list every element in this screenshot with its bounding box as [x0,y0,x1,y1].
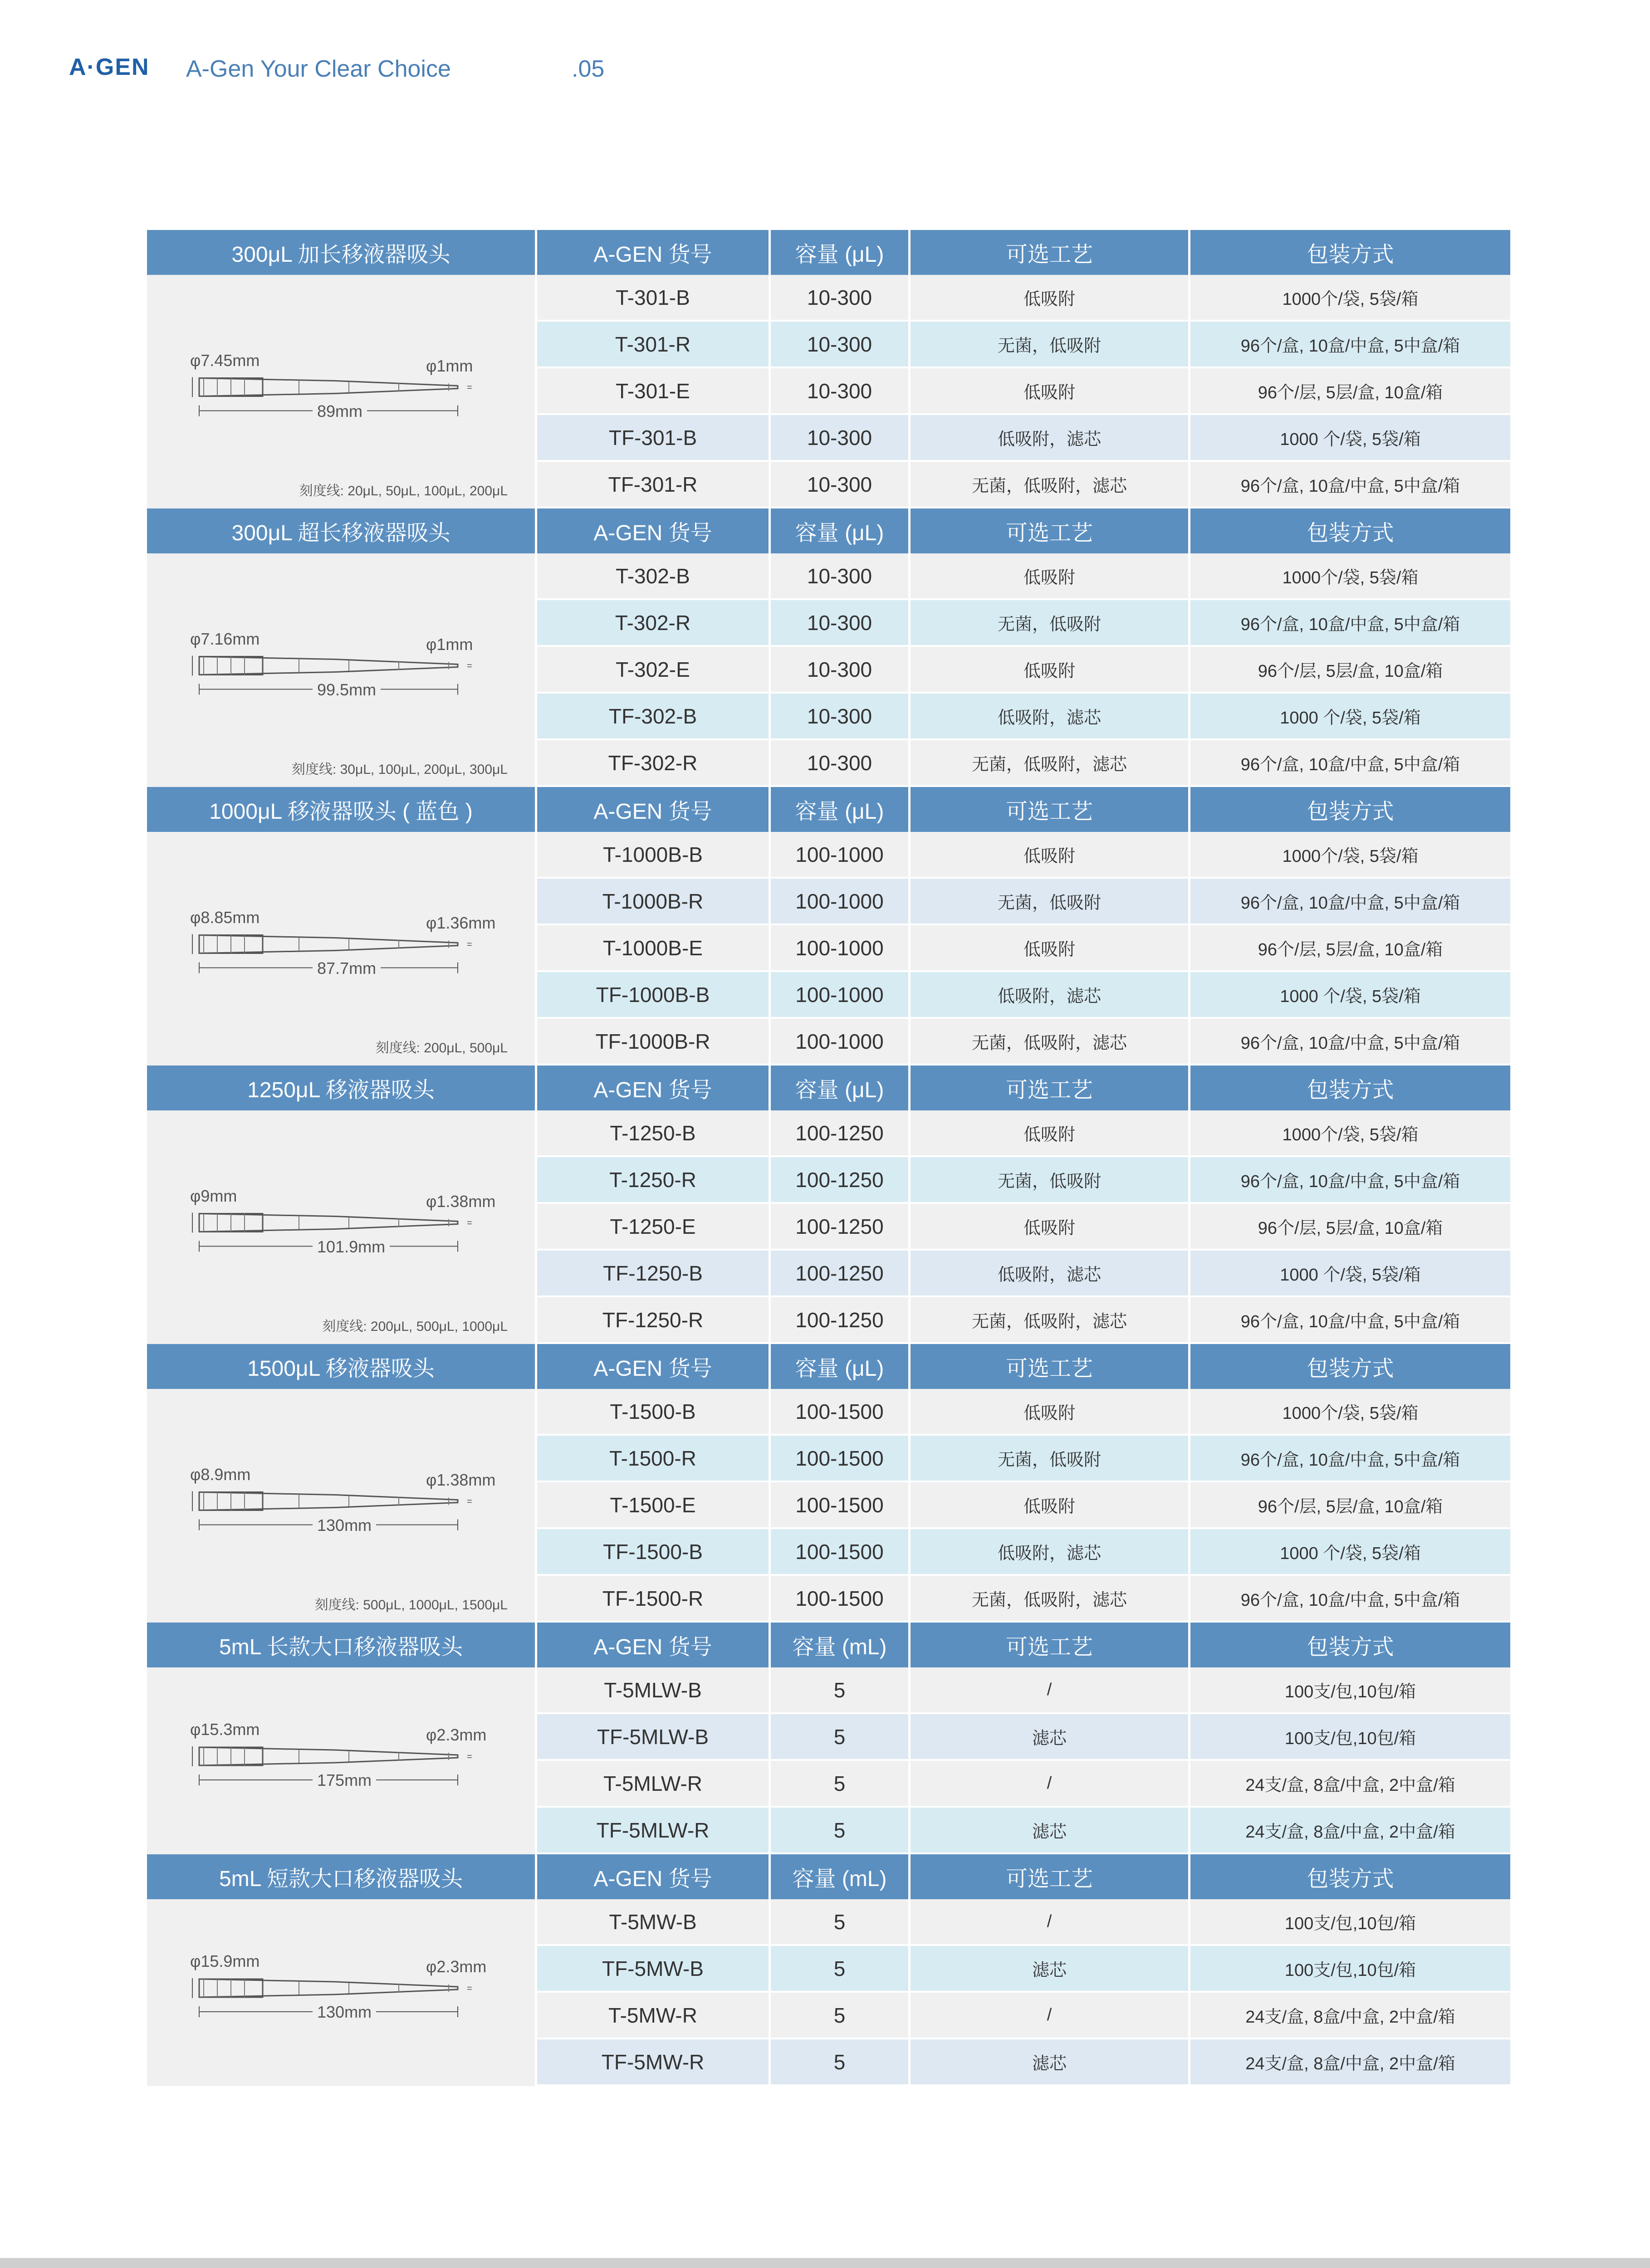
product-section [147,1066,1510,1344]
top-diameter-label: φ8.85mm [190,908,260,927]
product-code: T-1250-E [537,1204,771,1249]
pipette-tip-drawing [147,1110,535,1344]
top-diameter-label: φ9mm [190,1186,237,1205]
capacity: 10-300 [771,740,911,785]
top-diameter-label: φ15.9mm [190,1952,260,1970]
col-header-code: A-GEN 货号 [537,1344,771,1389]
col-header-process: 可选工艺 [911,1623,1190,1667]
scale-label: 刻度线: 500μL, 1000μL, 1500μL [314,1598,508,1613]
capacity: 10-300 [771,322,911,367]
product-code: T-302-B [537,553,771,598]
capacity: 100-1250 [771,1157,911,1202]
table-row [537,740,1510,787]
capacity: 100-1500 [771,1482,911,1527]
table-row [537,1251,1510,1297]
product-code: TF-302-B [537,694,771,738]
section-title: 1000μL 移液器吸头 ( 蓝色 ) [147,787,537,832]
capacity: 10-300 [771,600,911,645]
section-header [147,1623,1510,1667]
tip-outline [199,1747,458,1765]
pipette-tip-drawing [147,275,535,508]
col-header-capacity: 容量 (μL) [771,508,911,553]
table-row [537,1529,1510,1576]
process: / [911,1667,1190,1712]
process: 低吸附 [911,1389,1190,1434]
process: 低吸附，滤芯 [911,415,1190,460]
top-diameter-label: φ7.16mm [190,629,260,648]
product-code: T-5MLW-R [537,1761,771,1806]
top-diameter-label: φ15.3mm [190,1720,260,1739]
tip-end-mark: = [467,939,472,950]
packaging: 24支/盒, 8盒/中盒, 2中盒/箱 [1245,2008,1455,2027]
pipette-tip-drawing [147,1667,535,1854]
packaging: 1000 个/袋, 5袋/箱 [1280,987,1421,1006]
capacity: 100-1250 [771,1251,911,1295]
product-section [147,230,1510,508]
table-row [537,879,1510,925]
length-label: 87.7mm [313,959,381,978]
capacity: 100-1000 [771,925,911,970]
length-label: 101.9mm [313,1237,390,1256]
section-header [147,230,1510,275]
process: 滤芯 [911,2039,1190,2084]
table-row [537,832,1510,879]
col-header-capacity: 容量 (μL) [771,230,911,275]
packaging: 24支/盒, 8盒/中盒, 2中盒/箱 [1245,1823,1455,1842]
capacity: 10-300 [771,368,911,413]
process: 无菌，低吸附 [911,1436,1190,1481]
process: 无菌，低吸附，滤芯 [911,1019,1190,1064]
col-header-code: A-GEN 货号 [537,508,771,553]
capacity: 100-1000 [771,1019,911,1064]
col-header-process: 可选工艺 [911,1066,1190,1110]
packaging: 96个/盒, 10盒/中盒, 5中盒/箱 [1240,1312,1460,1331]
packaging: 100支/包,10包/箱 [1284,1729,1416,1748]
tip-outline [199,1979,458,1997]
process: 无菌，低吸附，滤芯 [911,462,1190,507]
table-row [537,2039,1510,2086]
packaging: 96个/盒, 10盒/中盒, 5中盒/箱 [1240,755,1460,774]
tip-outline [199,1492,458,1510]
table-row [537,1157,1510,1204]
table-row [537,1110,1510,1157]
process: 无菌，低吸附 [911,322,1190,367]
capacity: 5 [771,2039,911,2084]
col-header-process: 可选工艺 [911,508,1190,553]
section-header [147,1854,1510,1899]
pipette-tip-drawing [147,1899,535,2086]
top-diameter-label: φ7.45mm [190,351,260,370]
process: 低吸附，滤芯 [911,972,1190,1017]
packaging: 100支/包,10包/箱 [1284,1682,1416,1701]
product-code: TF-1500-B [537,1529,771,1574]
scale-label: 刻度线: 200μL, 500μL [375,1041,508,1056]
table-row [537,415,1510,462]
packaging: 96个/盒, 10盒/中盒, 5中盒/箱 [1240,1591,1460,1610]
packaging: 1000个/袋, 5袋/箱 [1282,1404,1419,1423]
capacity: 100-1250 [771,1204,911,1249]
process: 滤芯 [911,1946,1190,1991]
table-row [537,1576,1510,1623]
packaging: 96个/盒, 10盒/中盒, 5中盒/箱 [1240,337,1460,356]
table-row [537,462,1510,508]
tip-diameter-label: φ1.38mm [426,1192,496,1211]
col-header-code: A-GEN 货号 [537,787,771,832]
col-header-code: A-GEN 货号 [537,230,771,275]
col-header-packaging: 包装方式 [1307,1078,1394,1102]
table-row [537,275,1510,322]
tip-end-mark: = [467,382,472,393]
table-row [537,1389,1510,1436]
product-code: T-5MW-R [537,1993,771,2038]
tip-diagram [147,1389,537,1623]
product-table [147,230,1510,2086]
capacity: 10-300 [771,647,911,692]
packaging: 96个/盒, 10盒/中盒, 5中盒/箱 [1240,1172,1460,1191]
packaging: 96个/盒, 10盒/中盒, 5中盒/箱 [1240,1034,1460,1053]
col-header-packaging: 包装方式 [1307,521,1394,545]
process: 低吸附 [911,1204,1190,1249]
col-header-capacity: 容量 (mL) [771,1854,911,1899]
packaging: 100支/包,10包/箱 [1284,1961,1416,1980]
packaging: 1000 个/袋, 5袋/箱 [1280,1544,1421,1563]
packaging: 1000 个/袋, 5袋/箱 [1280,430,1421,449]
section-header [147,1344,1510,1389]
packaging: 24支/盒, 8盒/中盒, 2中盒/箱 [1245,2054,1455,2073]
process: / [911,1899,1190,1944]
top-diameter-label: φ8.9mm [190,1465,251,1484]
product-code: T-302-E [537,647,771,692]
table-row [537,1436,1510,1482]
section-title: 300μL 加长移液器吸头 [147,230,537,275]
process: 无菌，低吸附，滤芯 [911,1297,1190,1342]
table-row [537,1019,1510,1066]
scale-label: 刻度线: 30μL, 100μL, 200μL, 300μL [291,762,508,777]
tip-end-mark: = [467,1496,472,1507]
tagline: A-Gen Your Clear Choice [186,56,451,82]
footer-rule [0,2258,1650,2268]
product-code: T-1500-E [537,1482,771,1527]
pipette-tip-drawing [147,553,535,787]
tip-diameter-label: φ1.36mm [426,913,496,932]
packaging: 1000 个/袋, 5袋/箱 [1280,1266,1421,1285]
tip-diameter-label: φ1mm [426,356,473,375]
product-code: TF-301-R [537,462,771,507]
capacity: 5 [771,1667,911,1712]
process: 无菌，低吸附 [911,600,1190,645]
packaging: 1000 个/袋, 5袋/箱 [1280,709,1421,728]
process: 低吸附 [911,647,1190,692]
process: 低吸附 [911,1110,1190,1155]
packaging: 24支/盒, 8盒/中盒, 2中盒/箱 [1245,1776,1455,1795]
scale-label: 刻度线: 20μL, 50μL, 100μL, 200μL [299,484,508,499]
packaging: 96个/层, 5层/盒, 10盒/箱 [1258,1219,1443,1238]
packaging: 1000个/袋, 5袋/箱 [1282,568,1419,587]
capacity: 10-300 [771,694,911,738]
process: 低吸附，滤芯 [911,694,1190,738]
process: / [911,1993,1190,2038]
section-title: 300μL 超长移液器吸头 [147,508,537,553]
col-header-packaging: 包装方式 [1307,1635,1394,1659]
table-row [537,647,1510,694]
table-row [537,1667,1510,1714]
tip-diagram [147,275,537,508]
packaging: 100支/包,10包/箱 [1284,1914,1416,1933]
process: 低吸附，滤芯 [911,1529,1190,1574]
col-header-capacity: 容量 (mL) [771,1623,911,1667]
col-header-packaging: 包装方式 [1307,1867,1394,1891]
length-label: 99.5mm [313,680,381,699]
product-code: T-5MLW-B [537,1667,771,1712]
process: 低吸附 [911,1482,1190,1527]
tip-diameter-label: φ2.3mm [426,1957,487,1976]
process: 低吸附 [911,832,1190,877]
capacity: 100-1500 [771,1576,911,1621]
process: 低吸附，滤芯 [911,1251,1190,1295]
product-code: TF-5MW-R [537,2039,771,2084]
length-label: 175mm [313,1771,376,1790]
process: 低吸附 [911,275,1190,320]
tip-outline [199,1214,458,1232]
product-code: TF-1250-B [537,1251,771,1295]
capacity: 100-1500 [771,1436,911,1481]
section-header [147,1066,1510,1110]
tip-end-mark: = [467,1218,472,1228]
process: 滤芯 [911,1714,1190,1759]
section-title: 1500μL 移液器吸头 [147,1344,537,1389]
process: 无菌，低吸附，滤芯 [911,1576,1190,1621]
capacity: 5 [771,1993,911,2038]
table-row [537,694,1510,740]
product-section [147,1344,1510,1623]
table-row [537,1204,1510,1251]
col-header-packaging: 包装方式 [1307,243,1394,267]
table-row [537,553,1510,600]
product-code: T-301-B [537,275,771,320]
capacity: 100-1500 [771,1529,911,1574]
tip-outline [199,935,458,953]
tip-diameter-label: φ2.3mm [426,1725,487,1744]
product-code: TF-302-R [537,740,771,785]
packaging: 1000个/袋, 5袋/箱 [1282,1125,1419,1144]
scale-label: 刻度线: 200μL, 500μL, 1000μL [322,1319,508,1334]
col-header-code: A-GEN 货号 [537,1066,771,1110]
capacity: 10-300 [771,553,911,598]
section-title: 5mL 长款大口移液器吸头 [147,1623,537,1667]
section-header [147,787,1510,832]
process: 低吸附 [911,368,1190,413]
col-header-capacity: 容量 (μL) [771,787,911,832]
process: 低吸附 [911,553,1190,598]
section-header [147,508,1510,553]
section-title: 1250μL 移液器吸头 [147,1066,537,1110]
table-row [537,1993,1510,2039]
capacity: 10-300 [771,462,911,507]
col-header-process: 可选工艺 [911,1344,1190,1389]
col-header-packaging: 包装方式 [1307,1357,1394,1381]
tip-diagram [147,553,537,787]
col-header-capacity: 容量 (μL) [771,1066,911,1110]
product-code: T-301-R [537,322,771,367]
capacity: 100-1000 [771,879,911,924]
length-label: 130mm [313,2003,376,2022]
tip-end-mark: = [467,661,472,671]
product-code: T-1500-B [537,1389,771,1434]
col-header-packaging: 包装方式 [1307,800,1394,824]
col-header-process: 可选工艺 [911,787,1190,832]
product-code: TF-5MLW-R [537,1808,771,1853]
packaging: 96个/层, 5层/盒, 10盒/箱 [1258,1497,1443,1516]
process: / [911,1761,1190,1806]
capacity: 100-1250 [771,1110,911,1155]
product-code: TF-1250-R [537,1297,771,1342]
product-code: TF-301-B [537,415,771,460]
table-row [537,1946,1510,1993]
process: 无菌，低吸附，滤芯 [911,740,1190,785]
tip-diagram [147,832,537,1066]
col-header-capacity: 容量 (μL) [771,1344,911,1389]
product-code: T-301-E [537,368,771,413]
product-code: T-1000B-B [537,832,771,877]
product-code: T-1250-R [537,1157,771,1202]
tip-diagram [147,1667,537,1854]
capacity: 5 [771,1808,911,1853]
product-section [147,508,1510,787]
product-code: T-1500-R [537,1436,771,1481]
tip-diameter-label: φ1mm [426,635,473,654]
product-code: TF-5MLW-B [537,1714,771,1759]
table-row [537,1808,1510,1854]
page-number: .05 [572,56,605,82]
length-label: 89mm [313,402,367,421]
product-code: T-1000B-R [537,879,771,924]
table-row [537,1899,1510,1946]
tip-diagram [147,1899,537,2086]
table-row [537,322,1510,368]
packaging: 1000个/袋, 5袋/箱 [1282,847,1419,866]
packaging: 96个/盒, 10盒/中盒, 5中盒/箱 [1240,1451,1460,1470]
pipette-tip-drawing [147,832,535,1066]
product-code: T-5MW-B [537,1899,771,1944]
col-header-process: 可选工艺 [911,230,1190,275]
capacity: 5 [771,1899,911,1944]
packaging: 96个/层, 5层/盒, 10盒/箱 [1258,383,1443,402]
table-row [537,1714,1510,1761]
capacity: 5 [771,1761,911,1806]
capacity: 100-1500 [771,1389,911,1434]
capacity: 5 [771,1946,911,1991]
capacity: 10-300 [771,275,911,320]
length-label: 130mm [313,1516,376,1535]
table-row [537,1761,1510,1808]
section-title: 5mL 短款大口移液器吸头 [147,1854,537,1899]
packaging: 96个/层, 5层/盒, 10盒/箱 [1258,940,1443,959]
page-header [69,54,704,85]
col-header-process: 可选工艺 [911,1854,1190,1899]
product-code: TF-5MW-B [537,1946,771,1991]
table-row [537,972,1510,1019]
product-code: TF-1000B-R [537,1019,771,1064]
table-row [537,925,1510,972]
table-row [537,1297,1510,1344]
packaging: 96个/层, 5层/盒, 10盒/箱 [1258,662,1443,681]
packaging: 1000个/袋, 5袋/箱 [1282,290,1419,309]
process: 无菌，低吸附 [911,1157,1190,1202]
capacity: 5 [771,1714,911,1759]
tip-end-mark: = [467,1984,472,1994]
tip-outline [199,378,458,396]
process: 无菌，低吸附 [911,879,1190,924]
col-header-code: A-GEN 货号 [537,1623,771,1667]
capacity: 10-300 [771,415,911,460]
product-code: T-1000B-E [537,925,771,970]
process: 滤芯 [911,1808,1190,1853]
product-code: TF-1000B-B [537,972,771,1017]
product-code: T-1250-B [537,1110,771,1155]
tip-diameter-label: φ1.38mm [426,1470,496,1489]
process: 低吸附 [911,925,1190,970]
tip-end-mark: = [467,1752,472,1762]
packaging: 96个/盒, 10盒/中盒, 5中盒/箱 [1240,615,1460,634]
product-code: T-302-R [537,600,771,645]
tip-outline [199,657,458,675]
capacity: 100-1000 [771,972,911,1017]
col-header-code: A-GEN 货号 [537,1854,771,1899]
packaging: 96个/盒, 10盒/中盒, 5中盒/箱 [1240,477,1460,496]
capacity: 100-1000 [771,832,911,877]
product-section [147,1854,1510,2086]
table-row [537,600,1510,647]
packaging: 96个/盒, 10盒/中盒, 5中盒/箱 [1240,894,1460,913]
table-row [537,1482,1510,1529]
product-section [147,787,1510,1066]
table-row [537,368,1510,415]
capacity: 100-1250 [771,1297,911,1342]
pipette-tip-drawing [147,1389,535,1623]
tip-diagram [147,1110,537,1344]
brand-logo: A·GEN [69,54,150,80]
product-section [147,1623,1510,1854]
product-code: TF-1500-R [537,1576,771,1621]
